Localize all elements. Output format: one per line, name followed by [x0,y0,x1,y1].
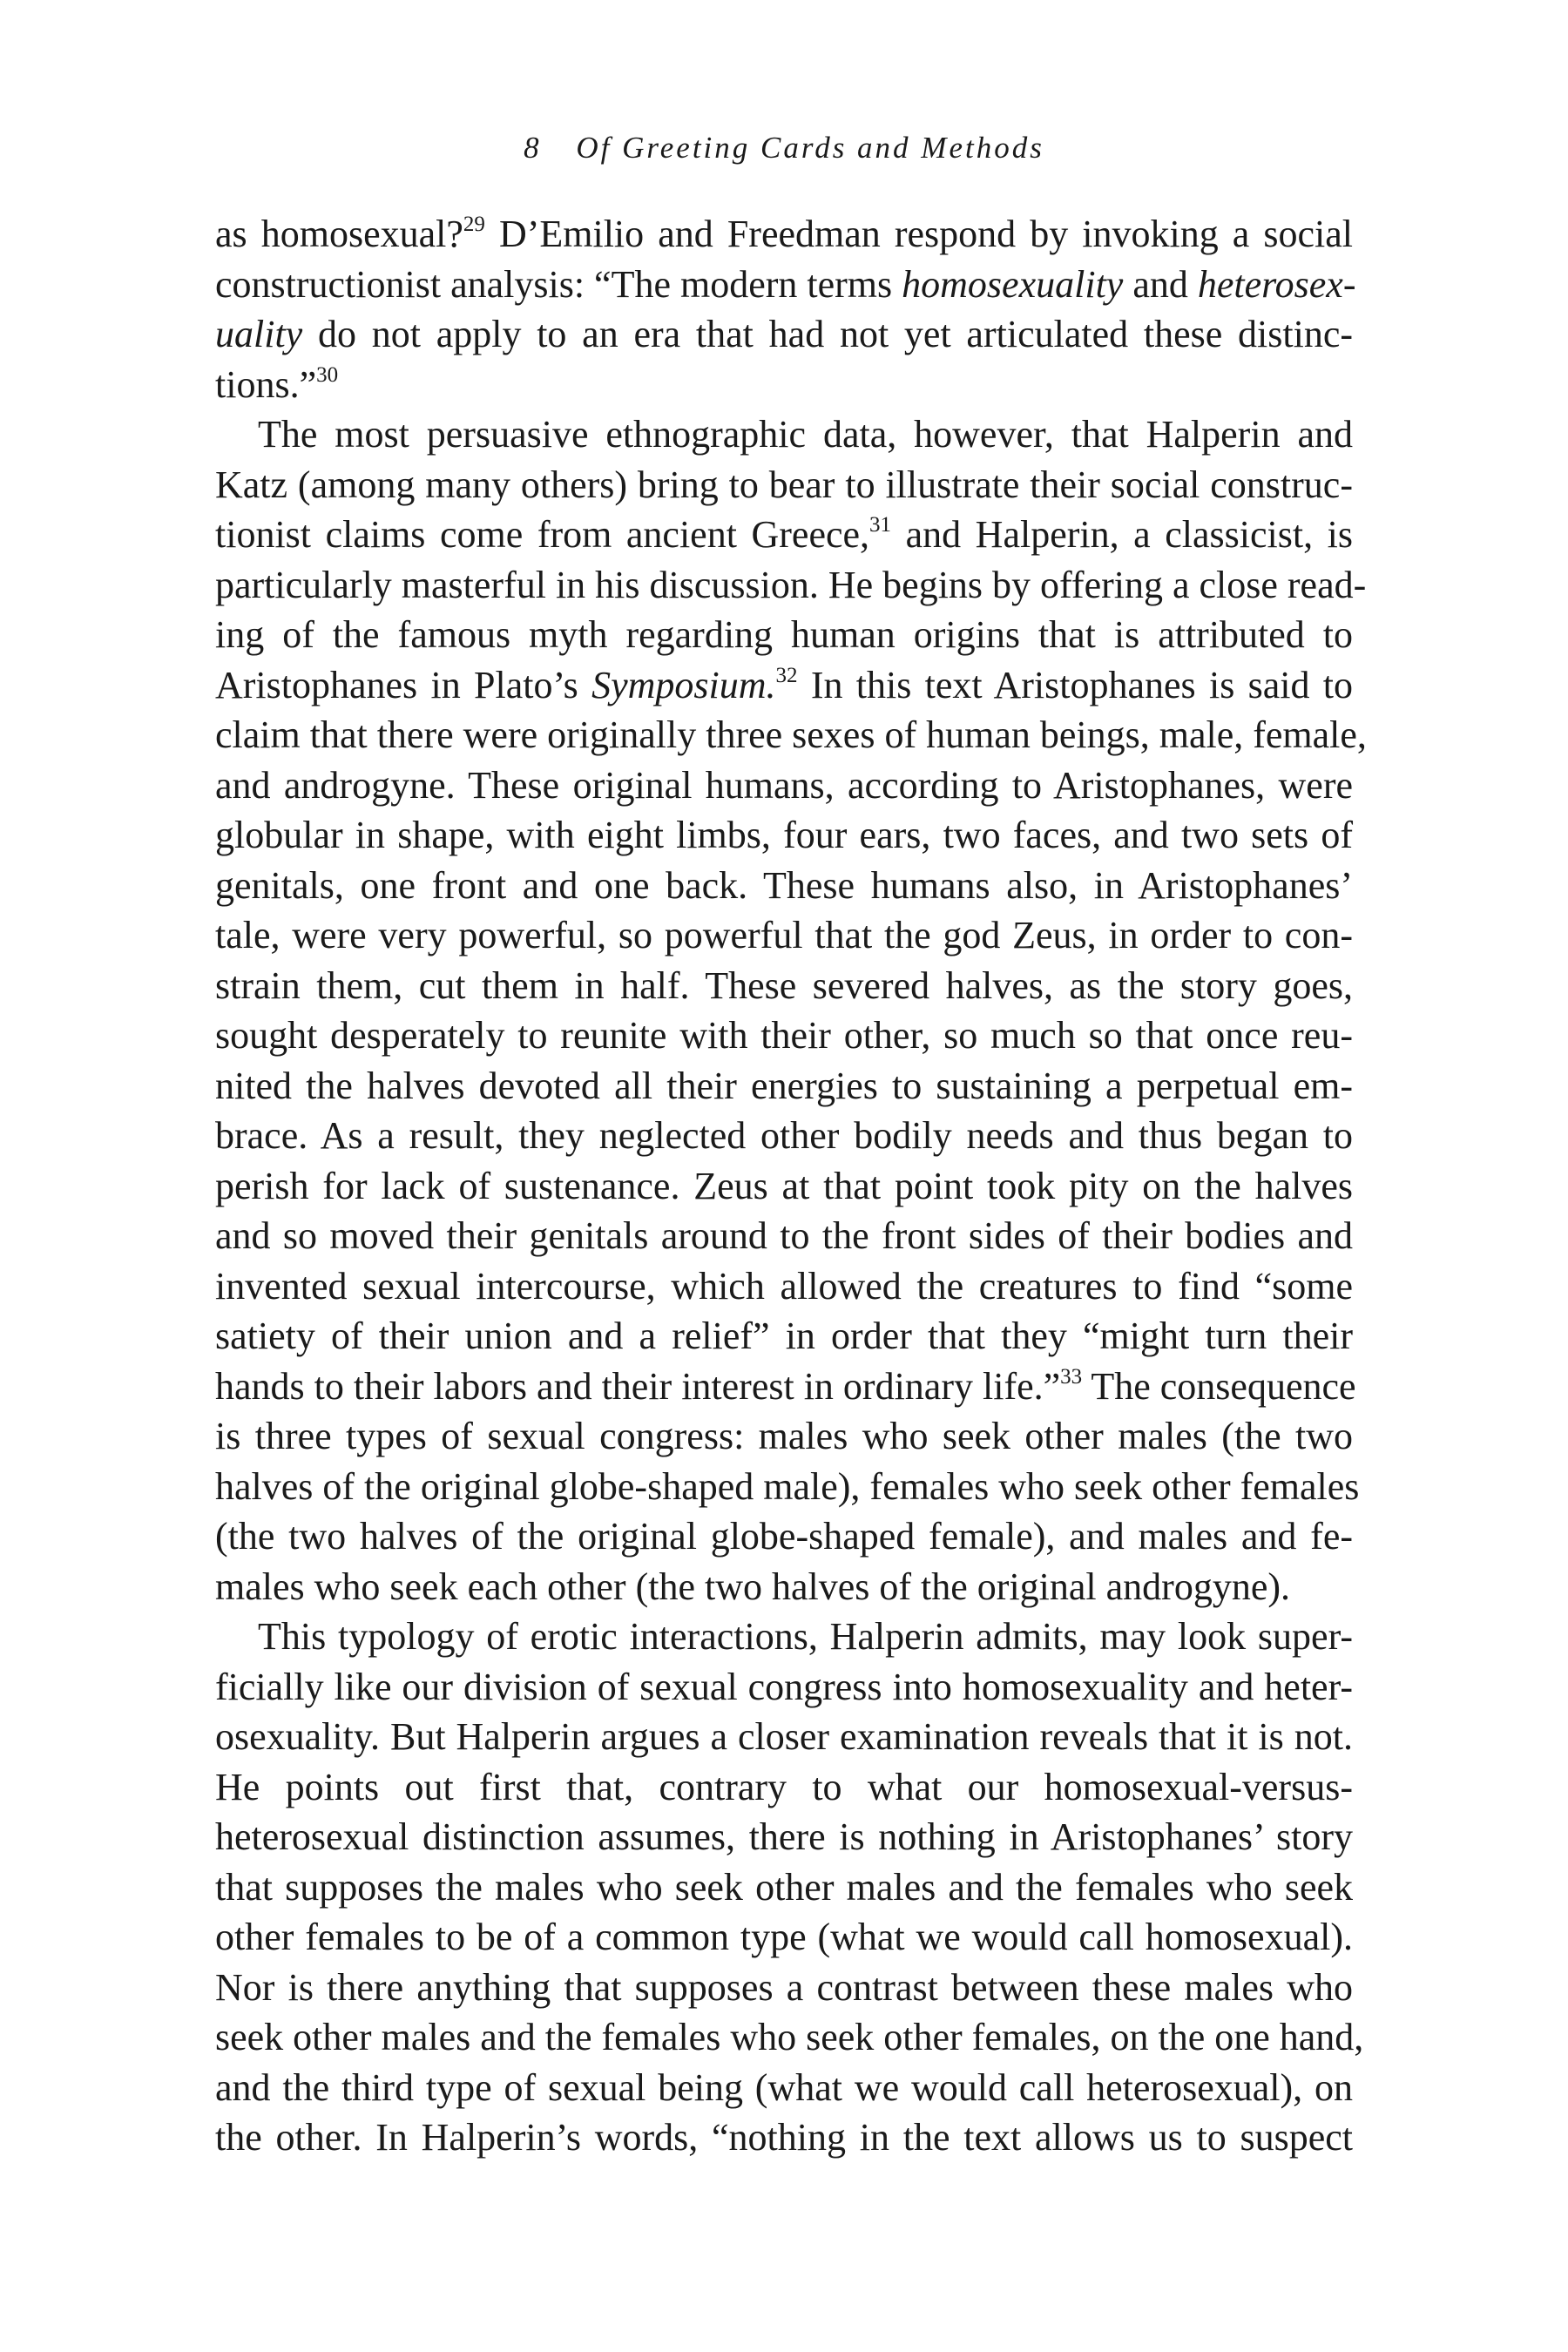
footnote-ref: 29 [463,213,485,236]
text-line: tions.”$^{30}$ [215,362,339,406]
running-title: Of Greeting Cards and Methods [576,131,1044,165]
text-line: the other. In Halperin’s words, “nothing in the text allows us to suspect [215,2116,1353,2159]
text-line: and so moved their genitals around to the front sides of their bodies and [215,1214,1353,1257]
text-line: sought desperately to reunite with their other, so much so that once reu- [215,1014,1353,1057]
text-line: The most persuasive ethnographic data, however, that Halperin and [258,413,1353,456]
text-line: and androgyne. These original humans, according to Aristophanes, were [215,763,1353,807]
text-line: that supposes the males who seek other males and the females who seek [215,1865,1353,1909]
text-line: nited the halves devoted all their energies to sustaining a perpetual em- [215,1064,1353,1107]
text-line: tale, were very powerful, so powerful that the god Zeus, in order to con- [215,914,1353,956]
footnote-ref: 32 [775,663,798,687]
text-line: males who seek each other (the two halves of the original androgyne). [215,1565,1291,1608]
text-line: ficially like our division of sexual congress into homosexuality and heter- [215,1665,1353,1708]
footnote-ref: 31 [869,513,892,537]
text-line: Aristophanes in Plato’s Symposium.$^{32}$ In this text Aristophanes is said to [215,663,1354,706]
text-line: hands to their labors and their interest in ordinary life.”$^{33}$ The consequence [215,1364,1356,1408]
text-line: (the two halves of the original globe-shaped female), and males and fe- [215,1515,1353,1558]
page-number: 8 [524,131,542,165]
text-line: osexuality. But Halperin argues a closer examination reveals that it is not. [215,1715,1353,1758]
text-line: genitals, one front and one back. These humans also, in Aristophanes’ [215,863,1353,907]
text-line: heterosexual distinction assumes, there is nothing in Aristophanes’ story [215,1815,1353,1858]
running-header [0,131,1568,166]
text-line: as homosexual?$^{29}$ D’Emilio and Freedman respond by invoking a social [215,213,1354,255]
text-line: uality do not apply to an era that had not yet articulated these distinc- [215,313,1353,355]
text-line: globular in shape, with eight limbs, four ears, two faces, and two sets of [215,814,1353,856]
text-line: halves of the original globe-shaped male), females who seek other females [215,1464,1360,1508]
text-line: constructionist analysis: “The modern terms homosexuality and heterosex- [215,262,1356,306]
text-line: This typology of erotic interactions, Halperin admits, may look super- [258,1615,1353,1658]
text-line: He points out first that, contrary to what our homosexual-versus- [215,1765,1353,1808]
text-line: tionist claims come from ancient Greece,$^{31}$ and Halperin, a classicist, is [215,513,1353,556]
text-line: brace. As a result, they neglected other bodily needs and thus began to [215,1114,1353,1157]
body-text [215,209,1367,2163]
footnote-ref: 30 [316,362,339,387]
text-line: satiety of their union and a relief” in order that they “might turn their [215,1315,1353,1357]
text-line: other females to be of a common type (what we would call homosexual). [215,1916,1353,1958]
text-line: Nor is there anything that supposes a contrast between these males who [215,1965,1353,2009]
text-line: claim that there were originally three sexes of human beings, male, female, [215,713,1367,756]
footnote-ref: 33 [1060,1364,1083,1389]
text-line: and the third type of sexual being (what we would call heterosexual), on [215,2065,1353,2109]
text-line: Katz (among many others) bring to bear to illustrate their social construc- [215,463,1353,506]
text-line: seek other males and the females who seek other females, on the one hand, [215,2016,1364,2058]
text-line: invented sexual intercourse, which allowed the creatures to find “some [215,1264,1353,1308]
text-line: is three types of sexual congress: males who seek other males (the two [215,1415,1353,1457]
text-line: perish for lack of sustenance. Zeus at that point took pity on the halves [215,1164,1353,1207]
text-line: ing of the famous myth regarding human origins that is attributed to [215,613,1353,656]
text-line: strain them, cut them in half. These severed halves, as the story goes, [215,963,1353,1007]
text-line: particularly masterful in his discussion. He begins by offering a close read- [215,563,1367,606]
